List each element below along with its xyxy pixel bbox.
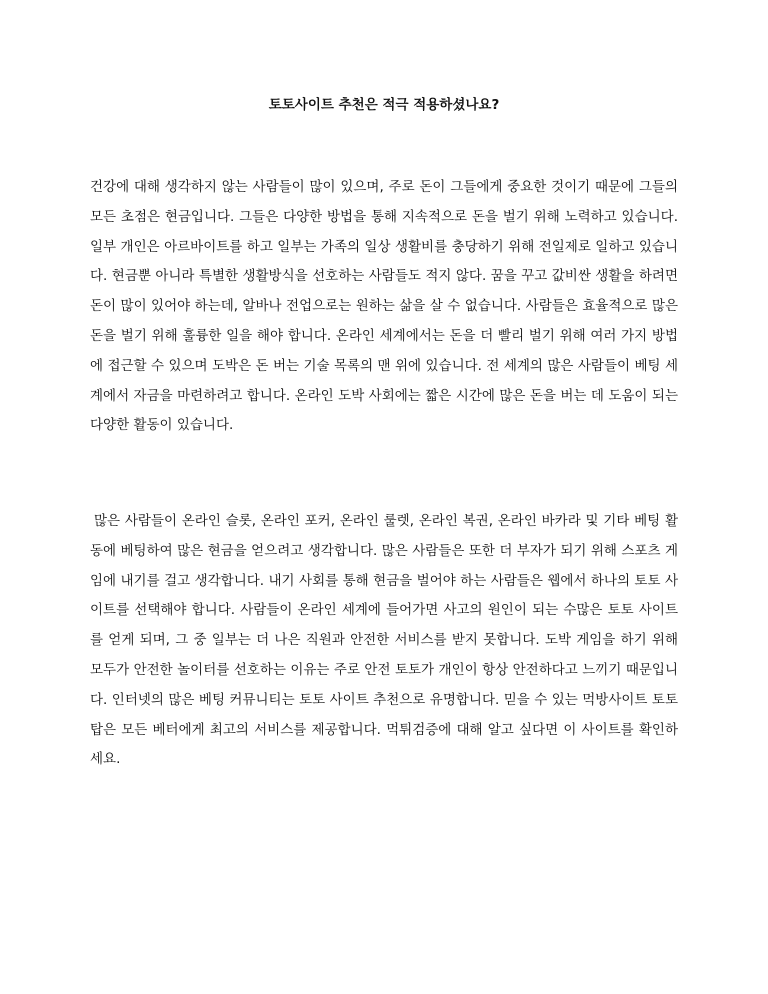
document-title: 토토사이트 추천은 적극 적용하셨나요? [268,97,500,113]
paragraph-2: 많은 사람들이 온라인 슬롯, 온라인 포커, 온라인 룰렛, 온라인 복권, 온라인 바카라 및 기타 베팅 활동에 베팅하여 많은 현금을 얻으려고 생각합니다. 많은 사람들은 또한 더 부자가 되기 위해 스포츠 게임에 내기를 걸고 생각합니다. 내기 사회를 통해 현금을 벌어야 하는 사람들은 웹에서 하나의 토토 사이트를 선택해야 합니다. 사람들이 온라인 세계에 들어가면 사고의 원인이 되는 수많은 토토 사이트를 얻게 되며, 그 중 일부는 더 나은 직원과 안전한 서비스를 받지 못합니다. 도박 게임을 하기 위해 모두가 안전한 놀이터를 선호하는 이유는 주로 안전 토토가 개인이 항상 안전하다고 느끼기 때문입니다. 인터넷의 많은 베팅 커뮤니티는 토토 사이트 추천으로 유명합니다. 믿을 수 있는 먹방사이트 토토탑은 모든 베터에게 최고의 서비스를 제공합니다. 먹튀검증에 대해 알고 싶다면 이 사이트를 확인하세요. [90,513,678,768]
paragraph-1: 건강에 대해 생각하지 않는 사람들이 많이 있으며, 주로 돈이 그들에게 중요한 것이기 때문에 그들의 모든 초점은 현금입니다. 그들은 다양한 방법을 통해 지속적으로 돈을 벌기 위해 노력하고 있습니다. 일부 개인은 아르바이트를 하고 일부는 가족의 일상 생활비를 충당하기 위해 전일제로 일하고 있습니다. 현금뿐 아니라 특별한 생활방식을 선호하는 사람들도 적지 않다. 꿈을 꾸고 값비싼 생활을 하려면 돈이 많이 있어야 하는데, 알바나 전업으로는 원하는 삶을 살 수 없습니다. 사람들은 효율적으로 많은 돈을 벌기 위해 훌륭한 일을 해야 합니다. 온라인 세계에서는 돈을 더 빨리 벌기 위해 여러 가지 방법에 접근할 수 있으며 도박은 돈 버는 기술 목록의 맨 위에 있습니다. 전 세계의 많은 사람들이 베팅 세계에서 자금을 마련하려고 합니다. 온라인 도박 사회에는 짧은 시간에 많은 돈을 버는 데 도움이 되는 다양한 활동이 있습니다. [90,179,678,434]
